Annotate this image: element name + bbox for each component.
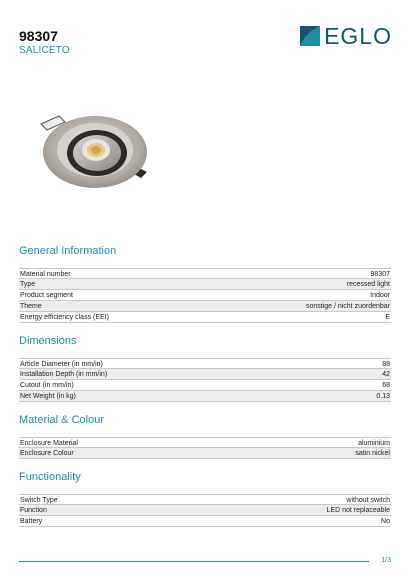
- table-row: [19, 516, 391, 527]
- row-label: Cutout (in mm/in): [20, 382, 74, 389]
- row-label: Article Diameter (in mm/in): [20, 361, 103, 368]
- row-label: Material number: [20, 271, 71, 278]
- table-row: [19, 279, 391, 290]
- product-image: [35, 102, 165, 192]
- product-name: SALICETO: [19, 45, 70, 56]
- functionality-table: [19, 494, 391, 527]
- row-label: Battery: [20, 518, 43, 525]
- eglo-logo-mark-icon: [300, 26, 320, 46]
- section-title-material-colour: Material & Colour: [19, 414, 104, 426]
- row-label: Theme: [20, 303, 42, 310]
- row-value: aluminium: [358, 440, 390, 447]
- table-row: [19, 505, 391, 516]
- row-label: Enclosure Colour: [20, 450, 74, 457]
- general-information-table: [19, 268, 391, 323]
- row-label: Enclosure Material: [20, 440, 78, 447]
- table-row: [19, 301, 391, 312]
- table-row: [19, 268, 391, 279]
- row-label: Function: [20, 507, 47, 514]
- page-number: 1/3: [381, 557, 391, 564]
- table-row: [19, 437, 391, 448]
- row-value: without switch: [346, 497, 390, 504]
- row-label: Type: [20, 281, 36, 288]
- footer-divider: [19, 561, 369, 562]
- table-row: [19, 369, 391, 380]
- row-label: Energy efficiency class (EEI): [20, 314, 109, 321]
- logo-text: EGLO: [324, 23, 392, 49]
- table-row: [19, 380, 391, 391]
- row-value: Indoor: [370, 292, 390, 299]
- row-value: 42: [382, 371, 390, 378]
- product-number: 98307: [19, 28, 58, 44]
- section-title-dimensions: Dimensions: [19, 335, 77, 347]
- table-row: [19, 358, 391, 369]
- table-row: [19, 290, 391, 301]
- row-value: 98307: [370, 271, 390, 278]
- row-value: LED not replaceable: [326, 507, 390, 514]
- row-value: 88: [382, 361, 390, 368]
- row-label: Net Weight (in kg): [20, 393, 76, 400]
- row-value: sonstige / nicht zuordenbar: [305, 303, 390, 310]
- table-row: [19, 448, 391, 459]
- row-value: satin nickel: [355, 450, 390, 457]
- row-value: No: [381, 518, 390, 525]
- row-value: E: [385, 314, 390, 321]
- table-row: [19, 312, 391, 323]
- table-row: [19, 494, 391, 505]
- row-value: 0.13: [376, 393, 390, 400]
- row-value: recessed light: [346, 281, 390, 288]
- eglo-logo: [300, 23, 392, 49]
- dimensions-table: [19, 358, 391, 402]
- section-title-functionality: Functionality: [19, 471, 81, 483]
- material-colour-table: [19, 437, 391, 459]
- row-label: Switch Type: [20, 497, 58, 504]
- row-label: Product segment: [20, 292, 73, 299]
- row-label: Installation Depth (in mm/in): [20, 371, 108, 378]
- section-title-general-information: General Information: [19, 245, 117, 257]
- table-row: [19, 391, 391, 402]
- row-value: 68: [382, 382, 390, 389]
